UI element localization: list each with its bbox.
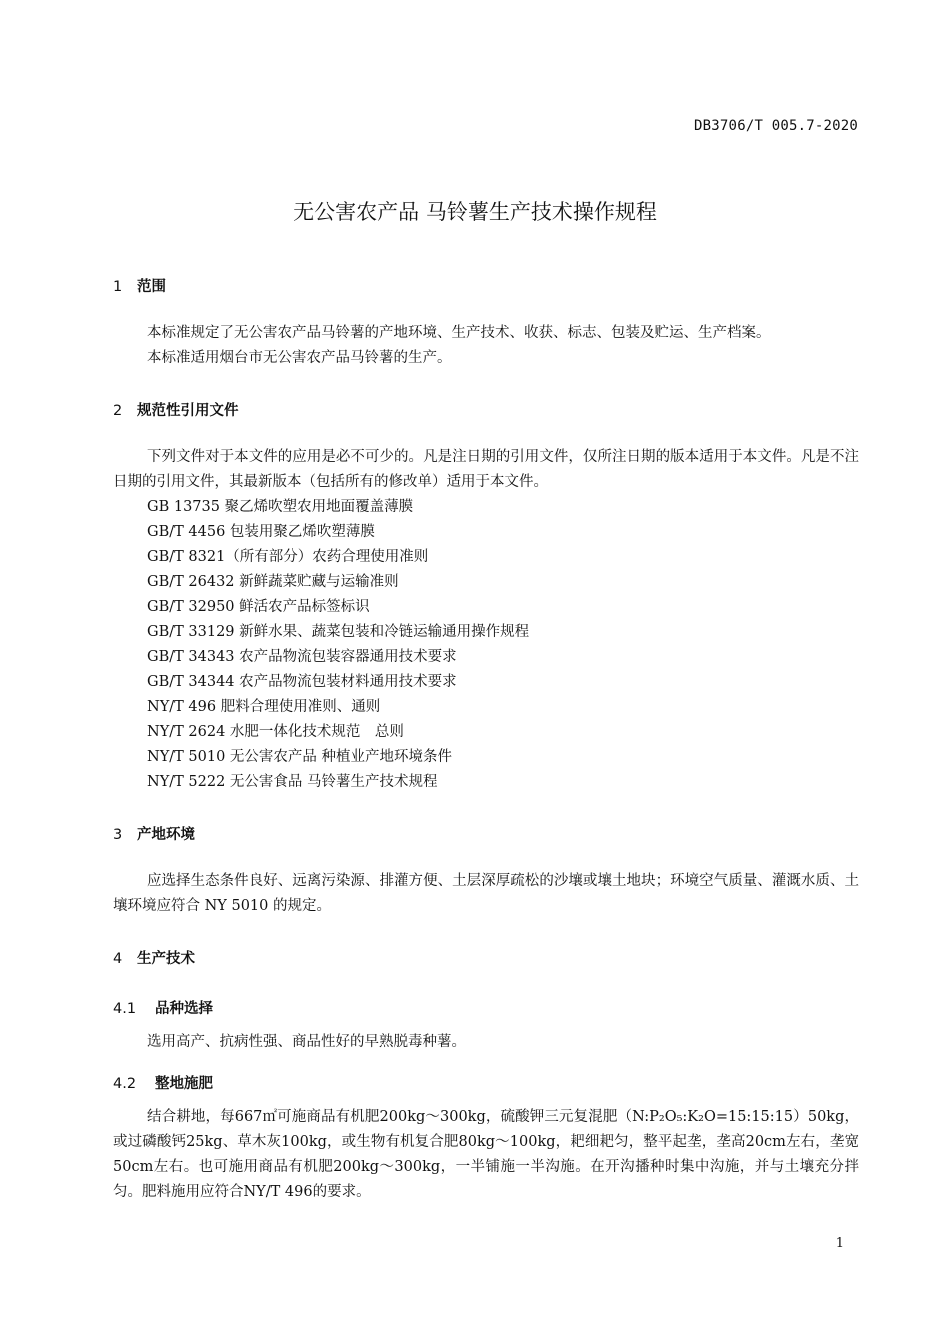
reference-item: GB/T 4456 包装用聚乙烯吹塑薄膜 [147, 524, 375, 540]
reference-item: GB/T 8321（所有部分）农药合理使用准则 [147, 549, 429, 565]
subsection-number: 4.2 [113, 1076, 137, 1092]
subsection-title: 整地施肥 [155, 1076, 213, 1092]
subsection-title: 品种选择 [155, 1001, 213, 1017]
section-title: 规范性引用文件 [137, 403, 239, 419]
reference-item: GB/T 34343 农产品物流包装容器通用技术要求 [147, 649, 457, 665]
section-title: 产地环境 [137, 827, 195, 843]
section-number: 3 [113, 827, 123, 843]
section-number: 4 [113, 951, 123, 967]
section-2-heading [113, 399, 239, 420]
document-code: DB3706/T 005.7-2020 [694, 118, 858, 134]
section-title: 生产技术 [137, 951, 195, 967]
reference-item: NY/T 496 肥料合理使用准则、通则 [147, 699, 381, 715]
reference-item: GB/T 34344 农产品物流包装材料通用技术要求 [147, 674, 457, 690]
reference-item: NY/T 5222 无公害食品 马铃薯生产技术规程 [147, 774, 438, 790]
reference-item: GB/T 32950 鲜活农产品标签标识 [147, 599, 370, 615]
section-3-heading [113, 823, 195, 844]
section-3-paragraph: 应选择生态条件良好、远离污染源、排灌方便、土层深厚疏松的沙壤或壤土地块；环境空气质量、灌溉水质、土壤环境应符合 NY 5010 的规定。 [113, 873, 859, 914]
section-number: 1 [113, 279, 123, 295]
section-2-intro: 下列文件对于本文件的应用是必不可少的。凡是注日期的引用文件，仅所注日期的版本适用于本文件。凡是不注日期的引用文件，其最新版本（包括所有的修改单）适用于本文件。 [113, 449, 859, 490]
section-4-1-paragraph: 选用高产、抗病性强、商品性好的早熟脱毒种薯。 [147, 1034, 466, 1050]
section-1-heading [113, 275, 166, 296]
subsection-number: 4.1 [113, 1001, 137, 1017]
section-4-heading [113, 947, 195, 968]
reference-item: GB/T 33129 新鲜水果、蔬菜包装和冷链运输通用操作规程 [147, 624, 530, 640]
document-title: 无公害农产品 马铃薯生产技术操作规程 [293, 200, 657, 224]
reference-item: NY/T 2624 水肥一体化技术规范 总则 [147, 724, 404, 740]
reference-item: NY/T 5010 无公害农产品 种植业产地环境条件 [147, 749, 453, 765]
section-title: 范围 [137, 279, 166, 295]
section-1-paragraph-2: 本标准适用烟台市无公害农产品马铃薯的生产。 [147, 350, 452, 366]
section-number: 2 [113, 403, 123, 419]
reference-item: GB/T 26432 新鲜蔬菜贮藏与运输准则 [147, 574, 399, 590]
section-4-1-heading [113, 997, 213, 1018]
page-number: 1 [835, 1236, 844, 1251]
reference-item: GB 13735 聚乙烯吹塑农用地面覆盖薄膜 [147, 499, 414, 515]
section-4-2-paragraph: 结合耕地，每667㎡可施商品有机肥200kg～300kg，硫酸钾三元复混肥（N:P₂O₅:K₂O=15:15:15）50kg，或过磷酸钙25kg、草木灰100kg，或生物有机复合肥80kg～100kg，耙细耙匀，整平起垄，垄高20cm左右，垄宽50cm左右。也可施用商品有机肥200kg～300kg，一半铺施一半沟施。在开沟播种时集中沟施，并与土壤充分拌匀。肥料施用应符合NY/T 496的要求。 [113, 1109, 859, 1200]
section-4-2-heading [113, 1072, 213, 1093]
section-1-paragraph-1: 本标准规定了无公害农产品马铃薯的产地环境、生产技术、收获、标志、包装及贮运、生产档案。 [147, 325, 771, 341]
